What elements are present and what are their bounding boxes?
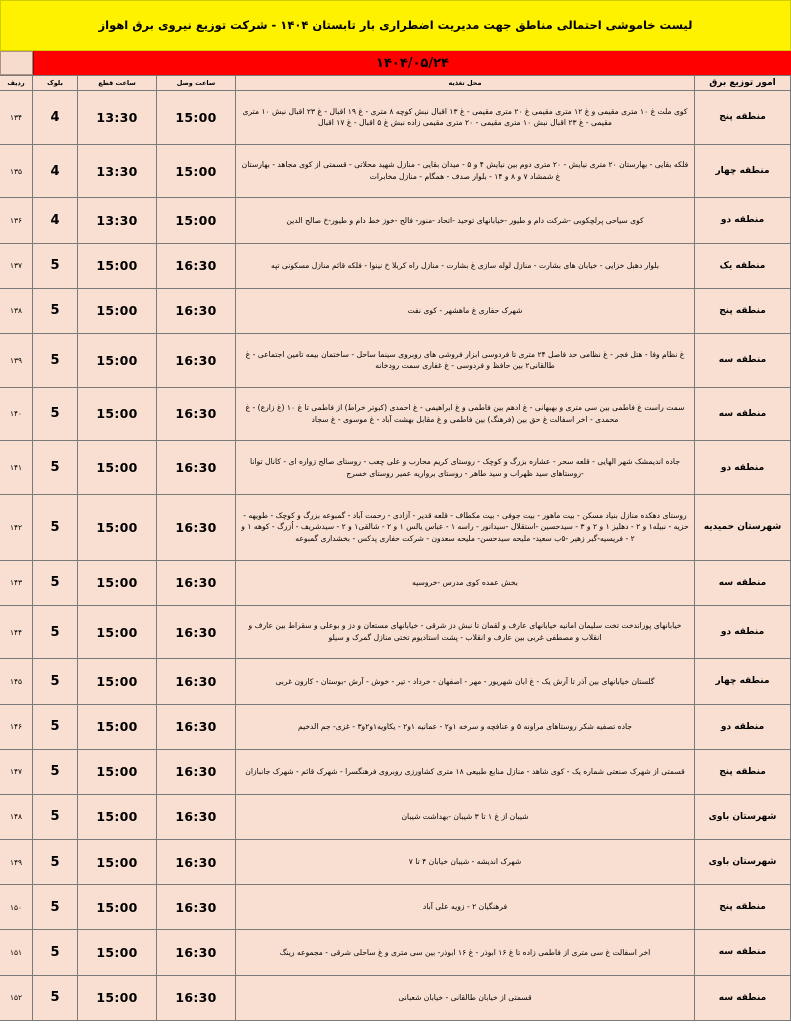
cell-omoor: منطقه سه (695, 560, 791, 605)
cell-radif: ۱۴۴ (0, 605, 33, 659)
table-header (0, 76, 791, 91)
cell-omoor: منطقه پنج (695, 91, 791, 145)
cell-vasl-time: 16:30 (157, 560, 236, 605)
cell-ghat-time: 15:00 (78, 387, 157, 441)
cell-omoor: منطقه دو (695, 198, 791, 243)
cell-block: 5 (33, 975, 78, 1020)
cell-vasl-time: 16:30 (157, 288, 236, 333)
cell-mahal: بلوار دهبل خزایی - خیابان های بشارت - منازل لوله سازی غ بشارت - منازل راه کربلا خ نینوا - فلکه قائم منازل مسکونی تپه (236, 243, 695, 288)
cell-vasl-time: 16:30 (157, 885, 236, 930)
cell-radif: ۱۳۴ (0, 91, 33, 145)
cell-block: 5 (33, 495, 78, 560)
cell-omoor: منطقه یک (695, 243, 791, 288)
column-header-block: بلوک (33, 76, 78, 91)
date-row (0, 51, 791, 75)
cell-ghat-time: 15:00 (78, 840, 157, 885)
cell-ghat-time: 13:30 (78, 144, 157, 198)
cell-mahal: کوی سیاحی پرلچکوبی -شرکت دام و طیور -خیابانهای توحید -اتحاد -منور- فالح -خوز خط دام و طیور-خ صالح الدین (236, 198, 695, 243)
cell-radif: ۱۳۸ (0, 288, 33, 333)
cell-ghat-time: 13:30 (78, 198, 157, 243)
cell-omoor: منطقه چهار (695, 659, 791, 704)
column-header-vasl: ساعت وصل (157, 76, 236, 91)
cell-vasl-time: 16:30 (157, 930, 236, 975)
table-row (0, 91, 791, 145)
cell-ghat-time: 15:00 (78, 495, 157, 560)
cell-vasl-time: 16:30 (157, 659, 236, 704)
cell-omoor: شهرستان حمیدیه (695, 495, 791, 560)
cell-omoor: منطقه دو (695, 704, 791, 749)
cell-mahal: روستای دهکده منازل بنیاد مسکن - بیت ماهور - بیت جوفی - بیت مکطاف - قلعه قدیر - آزادی - رحمت آباد - گمبوعه بزرگ و کوچک - طویهه - حزیه - نبیله۱ و ۲ - دهلیز ۱ و ۲ و ۳ - سیدحسین -استقلال -سیدانور - راسه ۱ - عباس یالس ۱ و ۲ - شالقی۱ و ۲ - سیدشریف - اُزرگ - کوهه ۱ و ۲ - فریسیه-گبر زهیر -۵ب سعید- ملیحه سیدحسن- ملیحه سعدون - شرکت حفاری پدکس - بخشداری گمبوعه (236, 495, 695, 560)
cell-radif: ۱۴۷ (0, 749, 33, 794)
table-row (0, 704, 791, 749)
cell-vasl-time: 16:30 (157, 794, 236, 839)
cell-vasl-time: 16:30 (157, 749, 236, 794)
date-row-spacer-cell (0, 51, 33, 75)
cell-ghat-time: 15:00 (78, 659, 157, 704)
cell-radif: ۱۳۹ (0, 333, 33, 387)
cell-ghat-time: 15:00 (78, 885, 157, 930)
table-row (0, 495, 791, 560)
table-row (0, 144, 791, 198)
cell-ghat-time: 15:00 (78, 975, 157, 1020)
cell-vasl-time: 15:00 (157, 144, 236, 198)
cell-block: 5 (33, 704, 78, 749)
date-bar (33, 51, 791, 75)
table-row (0, 560, 791, 605)
cell-radif: ۱۳۶ (0, 198, 33, 243)
cell-omoor: شهرستان باوی (695, 794, 791, 839)
cell-vasl-time: 16:30 (157, 333, 236, 387)
cell-vasl-time: 16:30 (157, 840, 236, 885)
cell-omoor: منطقه سه (695, 975, 791, 1020)
cell-radif: ۱۴۲ (0, 495, 33, 560)
cell-block: 5 (33, 840, 78, 885)
cell-mahal: بخش عمده کوی مدرس -خروسیه (236, 560, 695, 605)
column-header-mahal: محل تغذیه (236, 76, 695, 91)
cell-mahal: جاده اندیمشک شهر الهایی - قلعه سحر - عشاره بزرگ و کوچک - روستای کریم محارب و علی چعب - روستای صالح زواره ای - کانال توانا -روستاهای سید ظهراب و سید طاهر - روستای برواریه عمیر روستای خسرج (236, 441, 695, 495)
cell-block: 5 (33, 243, 78, 288)
page-title: لیست خاموشی احتمالی مناطق جهت مدیریت اضطراری بار تابستان ۱۴۰۴ - شرکت توزیع نیروی برق اهواز (98, 18, 693, 33)
cell-radif: ۱۵۰ (0, 885, 33, 930)
cell-radif: ۱۴۱ (0, 441, 33, 495)
cell-mahal: کوی ملت غ ۱۰ متری مقیمی و غ ۱۲ متری مقیمی غ ۲۰ متری مقیمی - غ ۱۳ اقبال نبش کوچه ۸ متری - غ ۱۹ اقبال - غ ۲۳ اقبال نبش ۱۰ متری مقیمی - غ ۲۳ اقبال نبش ۱۰ متری مقیمی - ۲۰ متری مقیمی زاده نبش غ ۵ اقبال - غ ۱۷ اقبال (236, 91, 695, 145)
cell-block: 4 (33, 198, 78, 243)
table-row (0, 840, 791, 885)
cell-block: 5 (33, 930, 78, 975)
cell-mahal: شهرک اندیشه - شیبان خیابان ۴ تا ۷ (236, 840, 695, 885)
cell-block: 5 (33, 794, 78, 839)
table-row (0, 749, 791, 794)
cell-vasl-time: 16:30 (157, 975, 236, 1020)
cell-radif: ۱۴۸ (0, 794, 33, 839)
cell-radif: ۱۴۳ (0, 560, 33, 605)
cell-omoor: منطقه پنج (695, 885, 791, 930)
cell-vasl-time: 16:30 (157, 243, 236, 288)
cell-omoor: منطقه دو (695, 605, 791, 659)
table-row (0, 387, 791, 441)
cell-mahal: جاده تصفیه شکر روستاهای مراونه ۵ و عنافچه و سرخه ۱و۲ - عمانیه ۱و۲ - یکاویه۱و۲و۳ - غزی- جم الدخیم (236, 704, 695, 749)
cell-radif: ۱۳۵ (0, 144, 33, 198)
cell-radif: ۱۴۰ (0, 387, 33, 441)
cell-ghat-time: 15:00 (78, 930, 157, 975)
cell-radif: ۱۵۲ (0, 975, 33, 1020)
cell-vasl-time: 16:30 (157, 605, 236, 659)
cell-omoor: منطقه چهار (695, 144, 791, 198)
cell-block: 5 (33, 387, 78, 441)
cell-ghat-time: 15:00 (78, 560, 157, 605)
cell-block: 5 (33, 441, 78, 495)
cell-radif: ۱۴۶ (0, 704, 33, 749)
cell-ghat-time: 15:00 (78, 605, 157, 659)
cell-mahal: شهرک حفاری غ ماهشهر - کوی نفت (236, 288, 695, 333)
column-header-omoor: امور توزیع برق (695, 76, 791, 91)
cell-vasl-time: 16:30 (157, 441, 236, 495)
column-header-radif: ردیف (0, 76, 33, 91)
cell-ghat-time: 13:30 (78, 91, 157, 145)
table-row (0, 333, 791, 387)
cell-vasl-time: 15:00 (157, 198, 236, 243)
cell-omoor: منطقه سه (695, 333, 791, 387)
cell-block: 5 (33, 288, 78, 333)
cell-mahal: قسمتی از خیابان طالقانی - خیابان شعبانی (236, 975, 695, 1020)
cell-vasl-time: 15:00 (157, 91, 236, 145)
cell-block: 5 (33, 885, 78, 930)
cell-mahal: سمت راست غ فاطمی بین سی متری و بهبهانی - غ ادهم بین فاطمی و غ ابراهیمی - غ احمدی (کبوتر خراط) از فاطمی تا غ ۱۰ (غ زارع) - غ محمدی - اخر اسفالت غ حق بین (فرهنگ) بین فاطمی و غ مقابل بهشت آباد - غ موسوی - غ سجاد (236, 387, 695, 441)
cell-mahal: گلستان خیابانهای بین آذر تا آرش یک - غ ابان شهریور - مهر - اصفهان - خرداد - تیر - خوش - آرش -بوستان - کارون غربی (236, 659, 695, 704)
cell-block: 5 (33, 749, 78, 794)
cell-radif: ۱۵۱ (0, 930, 33, 975)
cell-mahal: خیابانهای پوراندخت تخت سلیمان امانیه خیابانهای عارف و لقمان تا نبش دز شرقی - خیابانهای مستعان و دز و بوعلی و سقراط بین عارف و انقلاب و مصطفی غربی بین عارف و انقلاب - پشت استادیوم تختی منازل گمرک و سیلو (236, 605, 695, 659)
cell-block: 5 (33, 560, 78, 605)
cell-ghat-time: 15:00 (78, 333, 157, 387)
table-row (0, 794, 791, 839)
column-header-ghat: ساعت قطع (78, 76, 157, 91)
cell-ghat-time: 15:00 (78, 288, 157, 333)
table-row (0, 659, 791, 704)
cell-mahal: قسمتی از شهرک صنعتی شماره یک - کوی شاهد - منازل منابع طبیعی ۱۸ متری کشاورزی روبروی فرهنگسرا - شهرک قائم - شهرک جانبازان (236, 749, 695, 794)
cell-vasl-time: 16:30 (157, 495, 236, 560)
table-row (0, 243, 791, 288)
cell-omoor: منطقه سه (695, 387, 791, 441)
cell-block: 5 (33, 605, 78, 659)
cell-block: 4 (33, 144, 78, 198)
cell-radif: ۱۴۹ (0, 840, 33, 885)
cell-block: 5 (33, 659, 78, 704)
title-banner (0, 0, 791, 51)
cell-radif: ۱۴۵ (0, 659, 33, 704)
table-row (0, 975, 791, 1020)
table-row (0, 605, 791, 659)
table-row (0, 441, 791, 495)
outage-schedule-table (0, 75, 791, 1021)
table-row (0, 930, 791, 975)
cell-omoor: منطقه پنج (695, 288, 791, 333)
schedule-date: ۱۴۰۴/۰۵/۲۴ (376, 55, 449, 71)
cell-omoor: منطقه پنج (695, 749, 791, 794)
cell-ghat-time: 15:00 (78, 704, 157, 749)
cell-mahal: غ نظام وفا - هتل فجر - غ نظامی حد فاصل ۲۴ متری تا فردوسی ابزار فروشی های روبروی سینما ساحل - ساختمان بیمه تامین اجتماعی - غ طالقانی۲ بین حافظ و فردوسی - غ غفاری سمت رودخانه (236, 333, 695, 387)
cell-mahal: شیبان از غ ۱ تا ۳ شیبان -بهداشت شیبان (236, 794, 695, 839)
cell-ghat-time: 15:00 (78, 749, 157, 794)
cell-omoor: منطقه دو (695, 441, 791, 495)
table-row (0, 288, 791, 333)
header-row (0, 76, 791, 91)
cell-radif: ۱۳۷ (0, 243, 33, 288)
cell-vasl-time: 16:30 (157, 387, 236, 441)
table-row (0, 885, 791, 930)
cell-ghat-time: 15:00 (78, 441, 157, 495)
cell-block: 5 (33, 333, 78, 387)
cell-block: 4 (33, 91, 78, 145)
cell-mahal: فرهنگیان ۲ - زویه علی آباد (236, 885, 695, 930)
cell-vasl-time: 16:30 (157, 704, 236, 749)
cell-omoor: منطقه سه (695, 930, 791, 975)
cell-omoor: شهرستان باوی (695, 840, 791, 885)
table-body (0, 91, 791, 1021)
table-row (0, 198, 791, 243)
cell-mahal: فلکه بقایی - بهارستان ۲۰ متری نیایش - ۲۰ متری دوم بین نیایش ۴ و ۵ - میدان بقایی - منازل شهید محلاتی - قسمتی از کوی مجاهد - بهارستان غ شمشاد ۷ و ۸ و ۱۴ - بلوار صدف - همگام - منازل مخابرات (236, 144, 695, 198)
cell-mahal: اخر اسفالت غ سی متری از فاطمی زاده تا غ ۱۶ ابوذر - غ ۱۶ ابوذر- بین سی متری و غ ساحلی شرقی - مجموعه رینگ (236, 930, 695, 975)
cell-ghat-time: 15:00 (78, 794, 157, 839)
cell-ghat-time: 15:00 (78, 243, 157, 288)
